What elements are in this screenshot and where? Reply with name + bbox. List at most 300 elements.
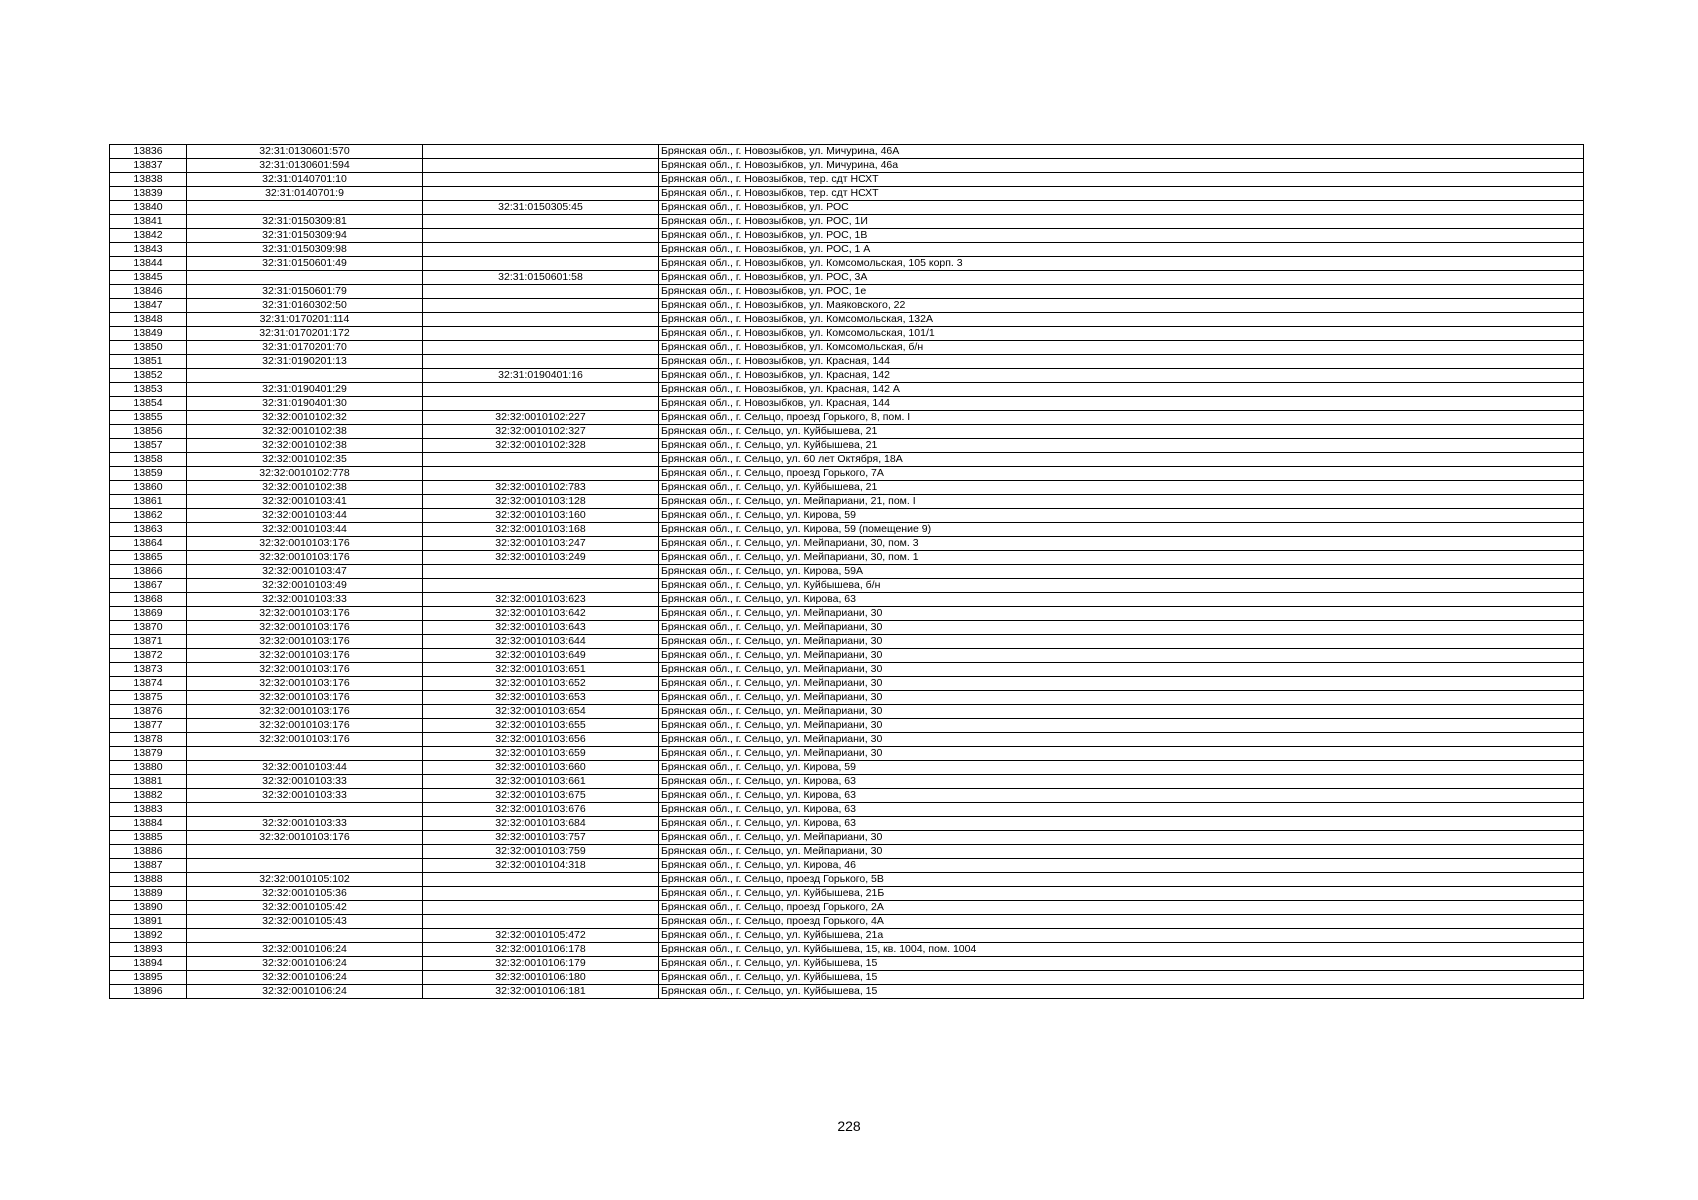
row-number-cell: 13895: [110, 971, 187, 985]
row-number-cell: 13837: [110, 159, 187, 173]
address-cell: Брянская обл., г. Сельцо, ул. Мейпариани, 30, пом. 1: [659, 551, 1584, 565]
land-cadastral-number-cell: 32:32:0010103:176: [187, 635, 423, 649]
building-cadastral-number-cell: 32:32:0010103:128: [423, 495, 659, 509]
building-cadastral-number-cell: [423, 383, 659, 397]
address-cell: Брянская обл., г. Сельцо, ул. Куйбышева, 15: [659, 985, 1584, 999]
row-number-cell: 13875: [110, 691, 187, 705]
records-table-body: [110, 145, 1584, 999]
table-row: [110, 551, 1584, 565]
land-cadastral-number-cell: [187, 803, 423, 817]
address-cell: Брянская обл., г. Новозыбков, ул. Красная, 144: [659, 397, 1584, 411]
land-cadastral-number-cell: 32:32:0010105:42: [187, 901, 423, 915]
row-number-cell: 13853: [110, 383, 187, 397]
table-row: [110, 383, 1584, 397]
table-row: [110, 271, 1584, 285]
row-number-cell: 13888: [110, 873, 187, 887]
land-cadastral-number-cell: [187, 369, 423, 383]
address-cell: Брянская обл., г. Сельцо, ул. Мейпариани, 30: [659, 649, 1584, 663]
row-number-cell: 13840: [110, 201, 187, 215]
row-number-cell: 13877: [110, 719, 187, 733]
building-cadastral-number-cell: 32:32:0010103:247: [423, 537, 659, 551]
building-cadastral-number-cell: 32:32:0010102:327: [423, 425, 659, 439]
address-cell: Брянская обл., г. Новозыбков, ул. Маяковского, 22: [659, 299, 1584, 313]
land-cadastral-number-cell: [187, 929, 423, 943]
row-number-cell: 13843: [110, 243, 187, 257]
row-number-cell: 13839: [110, 187, 187, 201]
row-number-cell: 13855: [110, 411, 187, 425]
records-table: [109, 144, 1584, 999]
building-cadastral-number-cell: [423, 159, 659, 173]
land-cadastral-number-cell: 32:31:0160302:50: [187, 299, 423, 313]
land-cadastral-number-cell: 32:32:0010103:33: [187, 789, 423, 803]
address-cell: Брянская обл., г. Сельцо, ул. Кирова, 59: [659, 761, 1584, 775]
address-cell: Брянская обл., г. Новозыбков, ул. Красная, 142 А: [659, 383, 1584, 397]
address-cell: Брянская обл., г. Сельцо, проезд Горького, 5В: [659, 873, 1584, 887]
address-cell: Брянская обл., г. Новозыбков, ул. Красная, 142: [659, 369, 1584, 383]
address-cell: Брянская обл., г. Новозыбков, ул. Комсомольская, 132А: [659, 313, 1584, 327]
building-cadastral-number-cell: [423, 285, 659, 299]
address-cell: Брянская обл., г. Сельцо, ул. Мейпариани, 30: [659, 663, 1584, 677]
address-cell: Брянская обл., г. Сельцо, ул. Мейпариани, 21, пом. I: [659, 495, 1584, 509]
table-row: [110, 817, 1584, 831]
row-number-cell: 13869: [110, 607, 187, 621]
address-cell: Брянская обл., г. Сельцо, ул. Кирова, 46: [659, 859, 1584, 873]
row-number-cell: 13849: [110, 327, 187, 341]
address-cell: Брянская обл., г. Сельцо, ул. Куйбышева, б/н: [659, 579, 1584, 593]
address-cell: Брянская обл., г. Новозыбков, ул. РОС, 1И: [659, 215, 1584, 229]
row-number-cell: 13863: [110, 523, 187, 537]
row-number-cell: 13891: [110, 915, 187, 929]
land-cadastral-number-cell: 32:32:0010106:24: [187, 971, 423, 985]
building-cadastral-number-cell: [423, 887, 659, 901]
table-row: [110, 495, 1584, 509]
table-row: [110, 201, 1584, 215]
land-cadastral-number-cell: [187, 859, 423, 873]
table-row: [110, 789, 1584, 803]
land-cadastral-number-cell: 32:31:0170201:70: [187, 341, 423, 355]
building-cadastral-number-cell: [423, 355, 659, 369]
building-cadastral-number-cell: [423, 901, 659, 915]
row-number-cell: 13847: [110, 299, 187, 313]
table-row: [110, 607, 1584, 621]
building-cadastral-number-cell: [423, 173, 659, 187]
row-number-cell: 13856: [110, 425, 187, 439]
row-number-cell: 13889: [110, 887, 187, 901]
table-row: [110, 803, 1584, 817]
table-row: [110, 831, 1584, 845]
table-row: [110, 663, 1584, 677]
row-number-cell: 13887: [110, 859, 187, 873]
building-cadastral-number-cell: 32:32:0010103:654: [423, 705, 659, 719]
row-number-cell: 13845: [110, 271, 187, 285]
land-cadastral-number-cell: 32:32:0010103:176: [187, 719, 423, 733]
building-cadastral-number-cell: [423, 327, 659, 341]
land-cadastral-number-cell: 32:31:0150601:79: [187, 285, 423, 299]
row-number-cell: 13859: [110, 467, 187, 481]
table-row: [110, 579, 1584, 593]
address-cell: Брянская обл., г. Сельцо, ул. Мейпариани, 30: [659, 845, 1584, 859]
building-cadastral-number-cell: [423, 397, 659, 411]
building-cadastral-number-cell: 32:32:0010106:180: [423, 971, 659, 985]
table-row: [110, 341, 1584, 355]
building-cadastral-number-cell: 32:32:0010106:181: [423, 985, 659, 999]
table-row: [110, 957, 1584, 971]
building-cadastral-number-cell: [423, 145, 659, 159]
land-cadastral-number-cell: 32:32:0010103:176: [187, 733, 423, 747]
address-cell: Брянская обл., г. Сельцо, ул. Кирова, 59: [659, 509, 1584, 523]
row-number-cell: 13874: [110, 677, 187, 691]
row-number-cell: 13894: [110, 957, 187, 971]
table-row: [110, 159, 1584, 173]
address-cell: Брянская обл., г. Новозыбков, тер. сдт НСХТ: [659, 173, 1584, 187]
table-row: [110, 985, 1584, 999]
address-cell: Брянская обл., г. Новозыбков, тер. сдт НСХТ: [659, 187, 1584, 201]
land-cadastral-number-cell: 32:31:0190201:13: [187, 355, 423, 369]
land-cadastral-number-cell: 32:32:0010103:47: [187, 565, 423, 579]
address-cell: Брянская обл., г. Новозыбков, ул. РОС, 1В: [659, 229, 1584, 243]
row-number-cell: 13844: [110, 257, 187, 271]
table-row: [110, 593, 1584, 607]
table-row: [110, 327, 1584, 341]
land-cadastral-number-cell: 32:32:0010103:33: [187, 775, 423, 789]
row-number-cell: 13850: [110, 341, 187, 355]
land-cadastral-number-cell: 32:31:0140701:10: [187, 173, 423, 187]
table-row: [110, 775, 1584, 789]
row-number-cell: 13872: [110, 649, 187, 663]
address-cell: Брянская обл., г. Сельцо, ул. Куйбышева, 21а: [659, 929, 1584, 943]
building-cadastral-number-cell: 32:32:0010103:642: [423, 607, 659, 621]
table-row: [110, 257, 1584, 271]
address-cell: Брянская обл., г. Новозыбков, ул. Комсомольская, б/н: [659, 341, 1584, 355]
building-cadastral-number-cell: 32:32:0010102:227: [423, 411, 659, 425]
building-cadastral-number-cell: 32:32:0010102:328: [423, 439, 659, 453]
address-cell: Брянская обл., г. Сельцо, ул. Кирова, 59А: [659, 565, 1584, 579]
row-number-cell: 13876: [110, 705, 187, 719]
land-cadastral-number-cell: 32:31:0140701:9: [187, 187, 423, 201]
row-number-cell: 13838: [110, 173, 187, 187]
building-cadastral-number-cell: [423, 467, 659, 481]
building-cadastral-number-cell: 32:32:0010103:655: [423, 719, 659, 733]
building-cadastral-number-cell: 32:32:0010103:653: [423, 691, 659, 705]
address-cell: Брянская обл., г. Сельцо, ул. Куйбышева, 21Б: [659, 887, 1584, 901]
table-row: [110, 929, 1584, 943]
row-number-cell: 13854: [110, 397, 187, 411]
table-row: [110, 313, 1584, 327]
row-number-cell: 13871: [110, 635, 187, 649]
building-cadastral-number-cell: 32:32:0010103:659: [423, 747, 659, 761]
table-row: [110, 915, 1584, 929]
land-cadastral-number-cell: 32:32:0010103:49: [187, 579, 423, 593]
table-row: [110, 565, 1584, 579]
row-number-cell: 13868: [110, 593, 187, 607]
building-cadastral-number-cell: [423, 299, 659, 313]
address-cell: Брянская обл., г. Сельцо, ул. Мейпариани, 30: [659, 677, 1584, 691]
table-row: [110, 691, 1584, 705]
table-row: [110, 943, 1584, 957]
building-cadastral-number-cell: 32:32:0010104:318: [423, 859, 659, 873]
land-cadastral-number-cell: [187, 845, 423, 859]
table-row: [110, 761, 1584, 775]
row-number-cell: 13886: [110, 845, 187, 859]
land-cadastral-number-cell: 32:32:0010103:176: [187, 831, 423, 845]
address-cell: Брянская обл., г. Сельцо, ул. Куйбышева, 15: [659, 957, 1584, 971]
address-cell: Брянская обл., г. Сельцо, ул. Кирова, 63: [659, 803, 1584, 817]
table-row: [110, 145, 1584, 159]
land-cadastral-number-cell: 32:32:0010103:41: [187, 495, 423, 509]
land-cadastral-number-cell: 32:31:0190401:30: [187, 397, 423, 411]
row-number-cell: 13836: [110, 145, 187, 159]
address-cell: Брянская обл., г. Сельцо, ул. Мейпариани, 30: [659, 621, 1584, 635]
address-cell: Брянская обл., г. Новозыбков, ул. Мичурина, 46А: [659, 145, 1584, 159]
table-row: [110, 467, 1584, 481]
land-cadastral-number-cell: 32:32:0010103:44: [187, 523, 423, 537]
address-cell: Брянская обл., г. Сельцо, ул. Кирова, 63: [659, 593, 1584, 607]
land-cadastral-number-cell: 32:32:0010105:36: [187, 887, 423, 901]
building-cadastral-number-cell: 32:32:0010103:643: [423, 621, 659, 635]
table-row: [110, 425, 1584, 439]
address-cell: Брянская обл., г. Сельцо, ул. Мейпариани, 30, пом. 3: [659, 537, 1584, 551]
row-number-cell: 13873: [110, 663, 187, 677]
building-cadastral-number-cell: 32:32:0010105:472: [423, 929, 659, 943]
table-row: [110, 635, 1584, 649]
table-row: [110, 453, 1584, 467]
building-cadastral-number-cell: 32:32:0010103:759: [423, 845, 659, 859]
land-cadastral-number-cell: 32:31:0150309:81: [187, 215, 423, 229]
land-cadastral-number-cell: 32:32:0010103:176: [187, 607, 423, 621]
address-cell: Брянская обл., г. Новозыбков, ул. РОС, 1е: [659, 285, 1584, 299]
building-cadastral-number-cell: [423, 313, 659, 327]
building-cadastral-number-cell: 32:32:0010102:783: [423, 481, 659, 495]
land-cadastral-number-cell: [187, 747, 423, 761]
address-cell: Брянская обл., г. Сельцо, проезд Горького, 8, пом. I: [659, 411, 1584, 425]
land-cadastral-number-cell: 32:32:0010102:38: [187, 481, 423, 495]
land-cadastral-number-cell: 32:32:0010106:24: [187, 957, 423, 971]
address-cell: Брянская обл., г. Сельцо, ул. Мейпариани, 30: [659, 733, 1584, 747]
row-number-cell: 13882: [110, 789, 187, 803]
table-row: [110, 481, 1584, 495]
land-cadastral-number-cell: 32:31:0130601:570: [187, 145, 423, 159]
land-cadastral-number-cell: 32:32:0010102:38: [187, 439, 423, 453]
address-cell: Брянская обл., г. Сельцо, ул. Куйбышева, 21: [659, 481, 1584, 495]
table-row: [110, 229, 1584, 243]
building-cadastral-number-cell: 32:31:0150305:45: [423, 201, 659, 215]
building-cadastral-number-cell: [423, 579, 659, 593]
row-number-cell: 13880: [110, 761, 187, 775]
address-cell: Брянская обл., г. Сельцо, ул. Мейпариани, 30: [659, 719, 1584, 733]
address-cell: Брянская обл., г. Сельцо, ул. Куйбышева, 15, кв. 1004, пом. 1004: [659, 943, 1584, 957]
building-cadastral-number-cell: 32:32:0010103:656: [423, 733, 659, 747]
land-cadastral-number-cell: 32:32:0010103:176: [187, 663, 423, 677]
building-cadastral-number-cell: 32:32:0010103:168: [423, 523, 659, 537]
building-cadastral-number-cell: 32:32:0010106:179: [423, 957, 659, 971]
table-row: [110, 845, 1584, 859]
row-number-cell: 13857: [110, 439, 187, 453]
building-cadastral-number-cell: 32:32:0010103:623: [423, 593, 659, 607]
building-cadastral-number-cell: 32:32:0010103:649: [423, 649, 659, 663]
row-number-cell: 13878: [110, 733, 187, 747]
table-row: [110, 355, 1584, 369]
table-row: [110, 719, 1584, 733]
row-number-cell: 13846: [110, 285, 187, 299]
land-cadastral-number-cell: 32:31:0150601:49: [187, 257, 423, 271]
table-row: [110, 187, 1584, 201]
building-cadastral-number-cell: 32:32:0010103:675: [423, 789, 659, 803]
row-number-cell: 13841: [110, 215, 187, 229]
address-cell: Брянская обл., г. Новозыбков, ул. Мичурина, 46а: [659, 159, 1584, 173]
table-row: [110, 243, 1584, 257]
land-cadastral-number-cell: 32:32:0010102:35: [187, 453, 423, 467]
land-cadastral-number-cell: 32:32:0010103:176: [187, 551, 423, 565]
building-cadastral-number-cell: 32:32:0010103:644: [423, 635, 659, 649]
page-number: 228: [837, 1118, 861, 1134]
row-number-cell: 13852: [110, 369, 187, 383]
building-cadastral-number-cell: 32:32:0010103:676: [423, 803, 659, 817]
land-cadastral-number-cell: 32:32:0010102:38: [187, 425, 423, 439]
address-cell: Брянская обл., г. Новозыбков, ул. Комсомольская, 105 корп. 3: [659, 257, 1584, 271]
address-cell: Брянская обл., г. Сельцо, проезд Горького, 4А: [659, 915, 1584, 929]
address-cell: Брянская обл., г. Сельцо, ул. Мейпариани, 30: [659, 635, 1584, 649]
land-cadastral-number-cell: 32:32:0010105:102: [187, 873, 423, 887]
land-cadastral-number-cell: 32:32:0010106:24: [187, 985, 423, 999]
address-cell: Брянская обл., г. Сельцо, ул. Мейпариани, 30: [659, 607, 1584, 621]
row-number-cell: 13883: [110, 803, 187, 817]
address-cell: Брянская обл., г. Сельцо, ул. Куйбышева, 15: [659, 971, 1584, 985]
land-cadastral-number-cell: 32:31:0170201:172: [187, 327, 423, 341]
building-cadastral-number-cell: [423, 187, 659, 201]
table-row: [110, 411, 1584, 425]
land-cadastral-number-cell: 32:32:0010103:176: [187, 537, 423, 551]
row-number-cell: 13892: [110, 929, 187, 943]
table-row: [110, 439, 1584, 453]
building-cadastral-number-cell: 32:31:0190401:16: [423, 369, 659, 383]
land-cadastral-number-cell: 32:31:0150309:98: [187, 243, 423, 257]
land-cadastral-number-cell: 32:32:0010106:24: [187, 943, 423, 957]
table-row: [110, 621, 1584, 635]
row-number-cell: 13890: [110, 901, 187, 915]
building-cadastral-number-cell: [423, 565, 659, 579]
row-number-cell: 13865: [110, 551, 187, 565]
table-row: [110, 509, 1584, 523]
row-number-cell: 13862: [110, 509, 187, 523]
building-cadastral-number-cell: [423, 229, 659, 243]
land-cadastral-number-cell: 32:32:0010103:176: [187, 705, 423, 719]
table-row: [110, 537, 1584, 551]
row-number-cell: 13867: [110, 579, 187, 593]
address-cell: Брянская обл., г. Сельцо, проезд Горького, 2А: [659, 901, 1584, 915]
address-cell: Брянская обл., г. Сельцо, ул. Мейпариани, 30: [659, 747, 1584, 761]
row-number-cell: 13851: [110, 355, 187, 369]
address-cell: Брянская обл., г. Новозыбков, ул. РОС, 3А: [659, 271, 1584, 285]
table-row: [110, 747, 1584, 761]
table-row: [110, 173, 1584, 187]
land-cadastral-number-cell: 32:31:0190401:29: [187, 383, 423, 397]
table-row: [110, 649, 1584, 663]
building-cadastral-number-cell: 32:31:0150601:58: [423, 271, 659, 285]
row-number-cell: 13879: [110, 747, 187, 761]
table-row: [110, 285, 1584, 299]
table-row: [110, 705, 1584, 719]
address-cell: Брянская обл., г. Новозыбков, ул. РОС: [659, 201, 1584, 215]
land-cadastral-number-cell: 32:31:0130601:594: [187, 159, 423, 173]
address-cell: Брянская обл., г. Сельцо, ул. Мейпариани, 30: [659, 691, 1584, 705]
row-number-cell: 13848: [110, 313, 187, 327]
building-cadastral-number-cell: [423, 453, 659, 467]
land-cadastral-number-cell: 32:32:0010103:44: [187, 509, 423, 523]
address-cell: Брянская обл., г. Сельцо, ул. Кирова, 59 (помещение 9): [659, 523, 1584, 537]
address-cell: Брянская обл., г. Новозыбков, ул. Комсомольская, 101/1: [659, 327, 1584, 341]
table-row: [110, 523, 1584, 537]
table-row: [110, 733, 1584, 747]
address-cell: Брянская обл., г. Сельцо, ул. Куйбышева, 21: [659, 439, 1584, 453]
table-row: [110, 215, 1584, 229]
land-cadastral-number-cell: 32:32:0010102:32: [187, 411, 423, 425]
table-row: [110, 887, 1584, 901]
address-cell: Брянская обл., г. Сельцо, ул. Куйбышева, 21: [659, 425, 1584, 439]
row-number-cell: 13870: [110, 621, 187, 635]
building-cadastral-number-cell: [423, 215, 659, 229]
table-row: [110, 369, 1584, 383]
row-number-cell: 13884: [110, 817, 187, 831]
land-cadastral-number-cell: 32:32:0010105:43: [187, 915, 423, 929]
land-cadastral-number-cell: 32:32:0010103:176: [187, 691, 423, 705]
building-cadastral-number-cell: 32:32:0010103:160: [423, 509, 659, 523]
building-cadastral-number-cell: 32:32:0010103:660: [423, 761, 659, 775]
row-number-cell: 13866: [110, 565, 187, 579]
address-cell: Брянская обл., г. Сельцо, ул. Мейпариани, 30: [659, 705, 1584, 719]
address-cell: Брянская обл., г. Сельцо, ул. Кирова, 63: [659, 817, 1584, 831]
address-cell: Брянская обл., г. Сельцо, ул. Кирова, 63: [659, 789, 1584, 803]
row-number-cell: 13885: [110, 831, 187, 845]
building-cadastral-number-cell: 32:32:0010103:651: [423, 663, 659, 677]
address-cell: Брянская обл., г. Новозыбков, ул. Красная, 144: [659, 355, 1584, 369]
land-cadastral-number-cell: 32:32:0010103:176: [187, 621, 423, 635]
table-row: [110, 971, 1584, 985]
row-number-cell: 13864: [110, 537, 187, 551]
land-cadastral-number-cell: 32:32:0010103:44: [187, 761, 423, 775]
building-cadastral-number-cell: 32:32:0010103:661: [423, 775, 659, 789]
building-cadastral-number-cell: [423, 873, 659, 887]
land-cadastral-number-cell: [187, 201, 423, 215]
building-cadastral-number-cell: [423, 341, 659, 355]
row-number-cell: 13842: [110, 229, 187, 243]
table-row: [110, 299, 1584, 313]
row-number-cell: 13858: [110, 453, 187, 467]
table-row: [110, 677, 1584, 691]
land-cadastral-number-cell: [187, 271, 423, 285]
building-cadastral-number-cell: 32:32:0010103:684: [423, 817, 659, 831]
land-cadastral-number-cell: 32:32:0010103:33: [187, 593, 423, 607]
table-row: [110, 901, 1584, 915]
address-cell: Брянская обл., г. Сельцо, ул. 60 лет Октября, 18А: [659, 453, 1584, 467]
address-cell: Брянская обл., г. Новозыбков, ул. РОС, 1 А: [659, 243, 1584, 257]
land-cadastral-number-cell: 32:31:0170201:114: [187, 313, 423, 327]
row-number-cell: 13861: [110, 495, 187, 509]
row-number-cell: 13893: [110, 943, 187, 957]
address-cell: Брянская обл., г. Сельцо, проезд Горького, 7А: [659, 467, 1584, 481]
table-row: [110, 873, 1584, 887]
building-cadastral-number-cell: 32:32:0010103:652: [423, 677, 659, 691]
row-number-cell: 13896: [110, 985, 187, 999]
building-cadastral-number-cell: 32:32:0010103:757: [423, 831, 659, 845]
building-cadastral-number-cell: 32:32:0010103:249: [423, 551, 659, 565]
address-cell: Брянская обл., г. Сельцо, ул. Мейпариани, 30: [659, 831, 1584, 845]
land-cadastral-number-cell: 32:32:0010103:33: [187, 817, 423, 831]
land-cadastral-number-cell: 32:31:0150309:94: [187, 229, 423, 243]
building-cadastral-number-cell: 32:32:0010106:178: [423, 943, 659, 957]
table-row: [110, 859, 1584, 873]
row-number-cell: 13860: [110, 481, 187, 495]
land-cadastral-number-cell: 32:32:0010103:176: [187, 649, 423, 663]
